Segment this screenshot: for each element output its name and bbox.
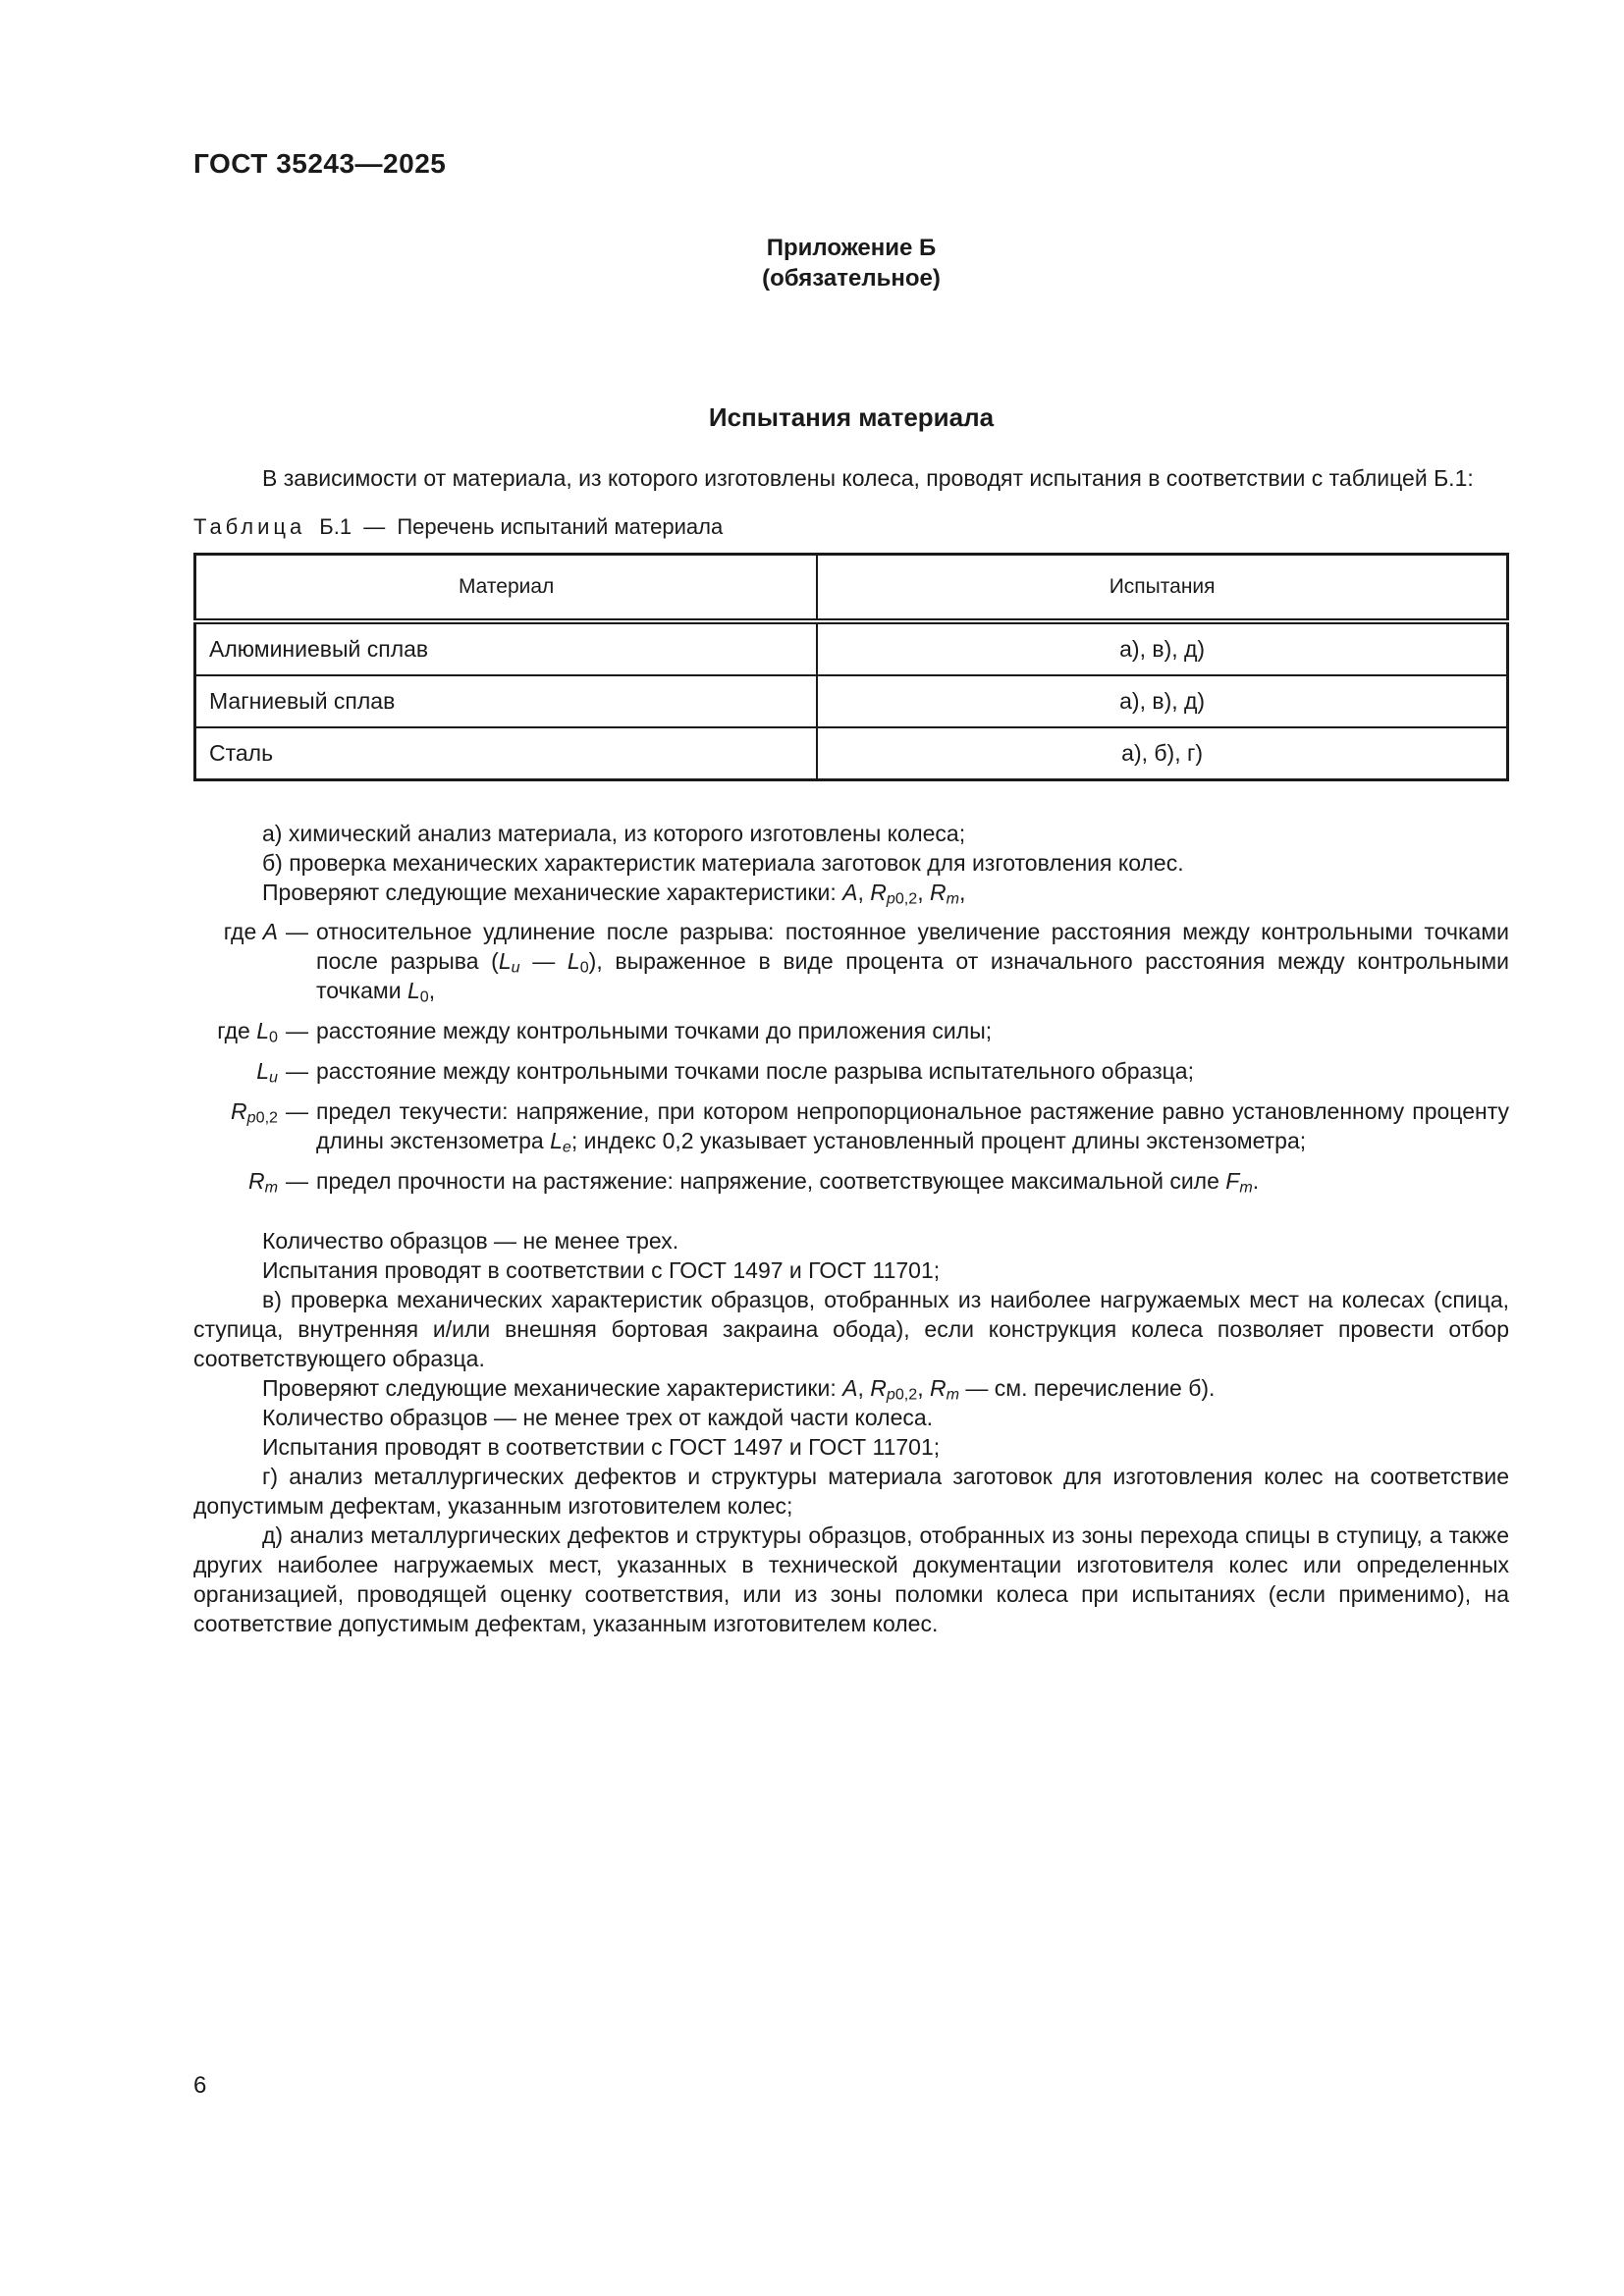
cell-material: Магниевый сплав (195, 675, 818, 727)
definition-text: относительное удлинение после разрыва: постоянное увеличение расстояния между контрольными точками после разрыва ($L_u$ — $L_0$), выраженное в виде процента от изначального расстояния между контрольными точками $L_0$, (316, 919, 1510, 1006)
list-item: б) проверка механических характеристик материала заготовок для изготовления колес. (262, 850, 1184, 876)
definition-dash: — (286, 919, 308, 944)
definition-term: где A (223, 919, 278, 944)
paragraph: г) анализ металлургических дефектов и структуры материала заготовок для изготовления колес на соответствие допустимым дефектам, указанным изготовителем колес; (193, 1464, 1509, 1519)
col-header-tests: Испытания (817, 555, 1507, 622)
cell-tests: а), б), г) (817, 727, 1507, 780)
paragraph: Проверяют следующие механические характеристики: A, $R_{p0,2}$, $R_m$ — см. перечисление б). (262, 1375, 1216, 1404)
table-row (195, 675, 1508, 727)
appendix-kind: (обязательное) (762, 265, 941, 292)
list-item: Проверяют следующие механические характеристики: A, $R_{p0,2}$, $R_m$, (262, 880, 966, 908)
page-number: 6 (193, 2072, 207, 2099)
definition-dash: — (286, 1058, 308, 1084)
section-title: Испытания материала (708, 402, 995, 432)
table-caption-number: Б.1 (319, 514, 352, 539)
paragraph: Количество образцов — не менее трех от каждой части колеса. (262, 1405, 934, 1430)
table-caption-word: Таблица (193, 514, 306, 539)
paragraph: д) анализ металлургических дефектов и структуры образцов, отобранных из зоны перехода спицы в ступицу, а также других наиболее нагружаемых мест, указанных в технической документации изготовителя колес или определенных организацией, проводящей оценку соответствия, или из зоны поломки колеса при испытаниях (если применимо), на соответствие допустимым дефектам, указанным изготовителем колес. (193, 1522, 1509, 1636)
cell-tests: а), в), д) (817, 675, 1507, 727)
definition-term: где $L_0$ (217, 1018, 278, 1046)
table-row (195, 621, 1508, 675)
definition-dash: — (286, 1168, 308, 1194)
list-item: а) химический анализ материала, из которого изготовлены колеса; (262, 821, 966, 846)
paragraphs-block (193, 1226, 1509, 1638)
table-caption-dash: — (363, 514, 386, 539)
intro-paragraph: В зависимости от материала, из которого изготовлены колеса, проводят испытания в соответствии с таблицей Б.1: (262, 465, 1474, 491)
definition-term: $R_m$ (247, 1168, 278, 1197)
material-tests-table (193, 553, 1509, 781)
doc-code: ГОСТ 35243—2025 (193, 148, 447, 179)
cell-material: Алюминиевый сплав (195, 621, 818, 675)
paragraph: Испытания проводят в соответствии с ГОСТ 1497 и ГОСТ 11701; (262, 1434, 941, 1460)
definition-row (193, 1016, 1509, 1045)
appendix-label: Приложение Б (766, 235, 937, 261)
definition-row (193, 1096, 1509, 1155)
cell-tests: а), в), д) (817, 621, 1507, 675)
definition-text: предел прочности на растяжение: напряжение, соответствующее максимальной силе $F_m$. (316, 1168, 1260, 1197)
definition-text: расстояние между контрольными точками до приложения силы; (316, 1018, 993, 1043)
paragraph: Количество образцов — не менее трех. (262, 1228, 679, 1254)
definition-term: $L_u$ (256, 1058, 278, 1087)
table-header-row (195, 555, 1508, 622)
table-caption (193, 513, 1509, 541)
definition-row (193, 1166, 1509, 1196)
col-header-material: Материал (195, 555, 818, 622)
definition-dash: — (286, 1018, 308, 1043)
definition-text: предел текучести: напряжение, при котором непропорциональное растяжение равно установленному проценту длины экстензометра $L_e$; индекс 0,2 указывает установленный процент длины экстензометра; (316, 1098, 1509, 1156)
table-caption-text: Перечень испытаний материала (397, 514, 724, 539)
cell-material: Сталь (195, 727, 818, 780)
paragraph: Испытания проводят в соответствии с ГОСТ 1497 и ГОСТ 11701; (262, 1257, 941, 1283)
definition-row (193, 917, 1509, 1005)
paragraph: в) проверка механических характеристик образцов, отобранных из наиболее нагружаемых мест на колесах (спица, ступица, внутренняя и/или внешняя бортовая закраина обода), если конструкция колеса позволяет провести отбор соответствующего образца. (193, 1287, 1509, 1371)
definition-term: $R_{p0,2}$ (231, 1098, 278, 1127)
definition-dash: — (286, 1098, 308, 1124)
table-row (195, 727, 1508, 780)
definitions-block (193, 917, 1509, 1196)
definition-row (193, 1056, 1509, 1086)
list-items-block (193, 819, 1509, 907)
definition-text: расстояние между контрольными точками после разрыва испытательного образца; (316, 1058, 1194, 1084)
